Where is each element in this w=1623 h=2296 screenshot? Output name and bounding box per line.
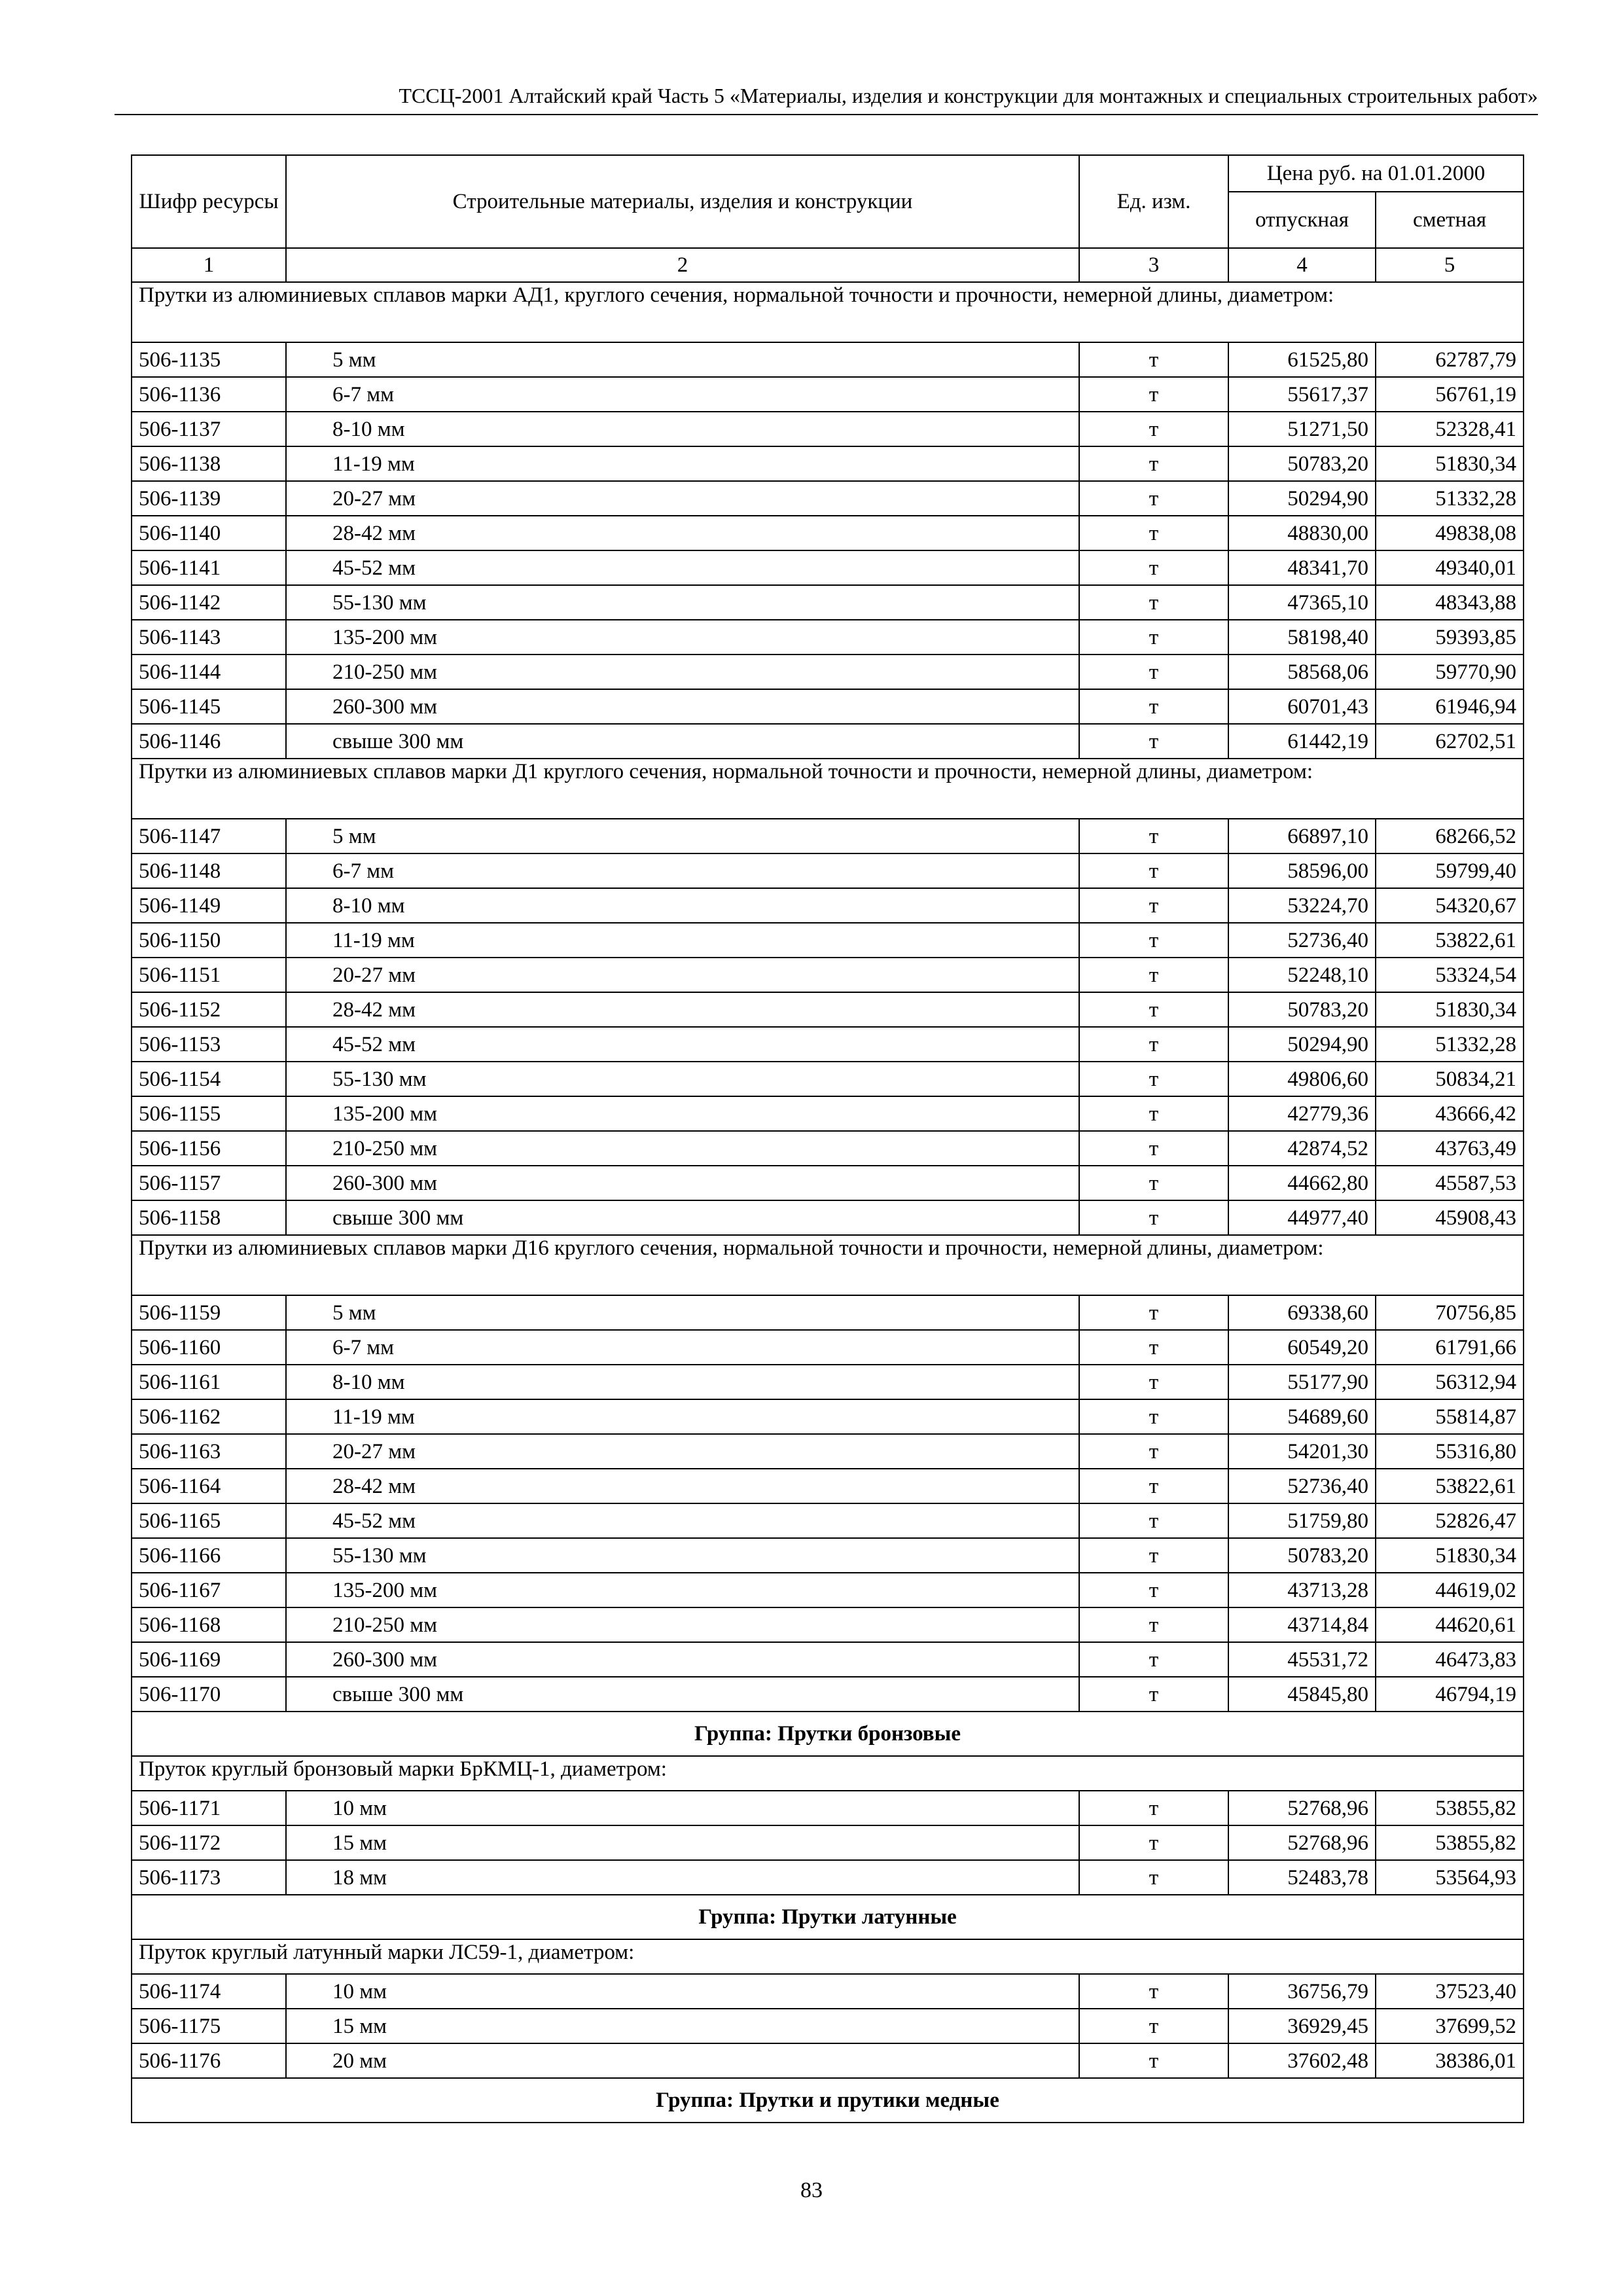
unit-of-measure: т xyxy=(1079,888,1228,923)
unit-of-measure: т xyxy=(1079,958,1228,992)
resource-code: 506-1144 xyxy=(132,655,286,689)
release-price: 58596,00 xyxy=(1228,853,1376,888)
unit-of-measure: т xyxy=(1079,1295,1228,1330)
release-price: 61525,80 xyxy=(1228,342,1376,377)
material-name: 55-130 мм xyxy=(286,585,1079,620)
table-row xyxy=(132,550,1524,585)
resource-code: 506-1176 xyxy=(132,2043,286,2078)
estimate-price: 61946,94 xyxy=(1376,689,1524,724)
estimate-price: 53822,61 xyxy=(1376,923,1524,958)
material-name: свыше 300 мм xyxy=(286,1200,1079,1235)
release-price: 53224,70 xyxy=(1228,888,1376,923)
release-price: 42874,52 xyxy=(1228,1131,1376,1166)
unit-of-measure: т xyxy=(1079,1677,1228,1712)
unit-of-measure: т xyxy=(1079,1860,1228,1895)
unit-of-measure: т xyxy=(1079,853,1228,888)
column-number-row xyxy=(132,248,1524,282)
material-name: 135-200 мм xyxy=(286,620,1079,655)
unit-of-measure: т xyxy=(1079,1062,1228,1096)
estimate-price: 70756,85 xyxy=(1376,1295,1524,1330)
resource-code: 506-1161 xyxy=(132,1365,286,1399)
release-price: 69338,60 xyxy=(1228,1295,1376,1330)
material-name: 28-42 мм xyxy=(286,1469,1079,1503)
release-price: 52736,40 xyxy=(1228,923,1376,958)
estimate-price: 46473,83 xyxy=(1376,1642,1524,1677)
table-row xyxy=(132,2009,1524,2043)
material-name: 8-10 мм xyxy=(286,1365,1079,1399)
table-row xyxy=(132,1607,1524,1642)
material-name: 45-52 мм xyxy=(286,550,1079,585)
material-name: 10 мм xyxy=(286,1791,1079,1825)
table-header-row xyxy=(132,155,1524,192)
running-header: ТССЦ-2001 Алтайский край Часть 5 «Материалы, изделия и конструкции для монтажных и специальных строительных работ» xyxy=(115,84,1538,115)
material-name: 210-250 мм xyxy=(286,655,1079,689)
material-name: 5 мм xyxy=(286,1295,1079,1330)
table-row xyxy=(132,1642,1524,1677)
column-number: 2 xyxy=(286,248,1079,282)
release-price: 55617,37 xyxy=(1228,377,1376,412)
estimate-price: 51332,28 xyxy=(1376,481,1524,516)
release-price: 45531,72 xyxy=(1228,1642,1376,1677)
estimate-price: 37699,52 xyxy=(1376,2009,1524,2043)
release-price: 60549,20 xyxy=(1228,1330,1376,1365)
unit-of-measure: т xyxy=(1079,481,1228,516)
table-row xyxy=(132,1434,1524,1469)
release-price: 36756,79 xyxy=(1228,1974,1376,2009)
release-price: 42779,36 xyxy=(1228,1096,1376,1131)
release-price: 44977,40 xyxy=(1228,1200,1376,1235)
estimate-price: 53855,82 xyxy=(1376,1825,1524,1860)
estimate-price: 49340,01 xyxy=(1376,550,1524,585)
estimate-price: 52328,41 xyxy=(1376,412,1524,446)
estimate-price: 55814,87 xyxy=(1376,1399,1524,1434)
unit-of-measure: т xyxy=(1079,1166,1228,1200)
resource-code: 506-1139 xyxy=(132,481,286,516)
section-heading-row xyxy=(132,1235,1524,1295)
resource-code: 506-1138 xyxy=(132,446,286,481)
unit-of-measure: т xyxy=(1079,655,1228,689)
resource-code: 506-1167 xyxy=(132,1573,286,1607)
table-row xyxy=(132,1295,1524,1330)
group-heading-row xyxy=(132,1712,1524,1756)
page-number: 83 xyxy=(800,2178,823,2202)
unit-of-measure: т xyxy=(1079,585,1228,620)
material-name: 20-27 мм xyxy=(286,481,1079,516)
estimate-price: 62702,51 xyxy=(1376,724,1524,759)
material-name: 55-130 мм xyxy=(286,1538,1079,1573)
estimate-price: 53822,61 xyxy=(1376,1469,1524,1503)
resource-code: 506-1135 xyxy=(132,342,286,377)
estimate-price: 61791,66 xyxy=(1376,1330,1524,1365)
material-name: 210-250 мм xyxy=(286,1607,1079,1642)
unit-of-measure: т xyxy=(1079,1200,1228,1235)
table-row xyxy=(132,689,1524,724)
material-name: 20 мм xyxy=(286,2043,1079,2078)
column-number: 5 xyxy=(1376,248,1524,282)
estimate-price: 44620,61 xyxy=(1376,1607,1524,1642)
material-name: 15 мм xyxy=(286,1825,1079,1860)
estimate-price: 46794,19 xyxy=(1376,1677,1524,1712)
material-name: 135-200 мм xyxy=(286,1573,1079,1607)
unit-of-measure: т xyxy=(1079,1974,1228,2009)
release-price: 54689,60 xyxy=(1228,1399,1376,1434)
resource-code: 506-1162 xyxy=(132,1399,286,1434)
release-price: 51271,50 xyxy=(1228,412,1376,446)
estimate-price: 45587,53 xyxy=(1376,1166,1524,1200)
section-heading-row xyxy=(132,759,1524,819)
table-row xyxy=(132,1062,1524,1096)
release-price: 43713,28 xyxy=(1228,1573,1376,1607)
table-row xyxy=(132,1503,1524,1538)
table-row xyxy=(132,620,1524,655)
material-name: 260-300 мм xyxy=(286,1642,1079,1677)
table-row xyxy=(132,1399,1524,1434)
unit-of-measure: т xyxy=(1079,819,1228,853)
table-row xyxy=(132,1791,1524,1825)
estimate-price: 53855,82 xyxy=(1376,1791,1524,1825)
unit-of-measure: т xyxy=(1079,1573,1228,1607)
material-name: 11-19 мм xyxy=(286,923,1079,958)
estimate-price: 37523,40 xyxy=(1376,1974,1524,2009)
resource-code: 506-1166 xyxy=(132,1538,286,1573)
column-header-unit: Ед. изм. xyxy=(1079,155,1228,248)
estimate-price: 49838,08 xyxy=(1376,516,1524,550)
material-name: 10 мм xyxy=(286,1974,1079,2009)
resource-code: 506-1140 xyxy=(132,516,286,550)
release-price: 50783,20 xyxy=(1228,1538,1376,1573)
estimate-price: 51830,34 xyxy=(1376,992,1524,1027)
section-description: Пруток круглый бронзовый марки БрКМЦ-1, диаметром: xyxy=(132,1756,1524,1791)
unit-of-measure: т xyxy=(1079,516,1228,550)
material-name: 8-10 мм xyxy=(286,412,1079,446)
table-row xyxy=(132,1027,1524,1062)
resource-code: 506-1147 xyxy=(132,819,286,853)
table-row xyxy=(132,655,1524,689)
estimate-price: 68266,52 xyxy=(1376,819,1524,853)
estimate-price: 56761,19 xyxy=(1376,377,1524,412)
resource-code: 506-1154 xyxy=(132,1062,286,1096)
unit-of-measure: т xyxy=(1079,724,1228,759)
release-price: 52768,96 xyxy=(1228,1825,1376,1860)
unit-of-measure: т xyxy=(1079,620,1228,655)
column-number: 3 xyxy=(1079,248,1228,282)
release-price: 37602,48 xyxy=(1228,2043,1376,2078)
material-name: 6-7 мм xyxy=(286,377,1079,412)
release-price: 52768,96 xyxy=(1228,1791,1376,1825)
table-row xyxy=(132,1365,1524,1399)
section-heading-row xyxy=(132,1756,1524,1791)
unit-of-measure: т xyxy=(1079,1791,1228,1825)
resource-code: 506-1141 xyxy=(132,550,286,585)
material-name: свыше 300 мм xyxy=(286,1677,1079,1712)
table-row xyxy=(132,446,1524,481)
unit-of-measure: т xyxy=(1079,1027,1228,1062)
table-row xyxy=(132,1131,1524,1166)
release-price: 51759,80 xyxy=(1228,1503,1376,1538)
resource-code: 506-1164 xyxy=(132,1469,286,1503)
estimate-price: 51332,28 xyxy=(1376,1027,1524,1062)
unit-of-measure: т xyxy=(1079,1399,1228,1434)
release-price: 54201,30 xyxy=(1228,1434,1376,1469)
table-row xyxy=(132,923,1524,958)
table-row xyxy=(132,992,1524,1027)
release-price: 36929,45 xyxy=(1228,2009,1376,2043)
section-description: Прутки из алюминиевых сплавов марки Д16 круглого сечения, нормальной точности и прочности, немерной длины, диаметром: xyxy=(132,1235,1524,1295)
section-description: Прутки из алюминиевых сплавов марки АД1, круглого сечения, нормальной точности и прочности, немерной длины, диаметром: xyxy=(132,282,1524,342)
estimate-price: 56312,94 xyxy=(1376,1365,1524,1399)
release-price: 60701,43 xyxy=(1228,689,1376,724)
table-row xyxy=(132,1825,1524,1860)
release-price: 48341,70 xyxy=(1228,550,1376,585)
release-price: 52736,40 xyxy=(1228,1469,1376,1503)
unit-of-measure: т xyxy=(1079,1434,1228,1469)
material-name: 135-200 мм xyxy=(286,1096,1079,1131)
table-row xyxy=(132,888,1524,923)
resource-code: 506-1148 xyxy=(132,853,286,888)
unit-of-measure: т xyxy=(1079,1642,1228,1677)
material-name: 15 мм xyxy=(286,2009,1079,2043)
table-row xyxy=(132,1469,1524,1503)
group-title: Группа: Прутки латунные xyxy=(132,1895,1524,1939)
estimate-price: 43763,49 xyxy=(1376,1131,1524,1166)
estimate-price: 59799,40 xyxy=(1376,853,1524,888)
table-row xyxy=(132,724,1524,759)
group-title: Группа: Прутки и прутики медные xyxy=(132,2078,1524,2123)
table-row xyxy=(132,1677,1524,1712)
material-name: 6-7 мм xyxy=(286,1330,1079,1365)
estimate-price: 53324,54 xyxy=(1376,958,1524,992)
resource-code: 506-1170 xyxy=(132,1677,286,1712)
material-name: 11-19 мм xyxy=(286,446,1079,481)
release-price: 61442,19 xyxy=(1228,724,1376,759)
unit-of-measure: т xyxy=(1079,1538,1228,1573)
release-price: 58568,06 xyxy=(1228,655,1376,689)
unit-of-measure: т xyxy=(1079,377,1228,412)
material-name: 18 мм xyxy=(286,1860,1079,1895)
material-name: 55-130 мм xyxy=(286,1062,1079,1096)
resource-code: 506-1172 xyxy=(132,1825,286,1860)
resource-code: 506-1155 xyxy=(132,1096,286,1131)
release-price: 58198,40 xyxy=(1228,620,1376,655)
unit-of-measure: т xyxy=(1079,992,1228,1027)
material-name: 11-19 мм xyxy=(286,1399,1079,1434)
release-price: 44662,80 xyxy=(1228,1166,1376,1200)
resource-code: 506-1171 xyxy=(132,1791,286,1825)
material-name: 20-27 мм xyxy=(286,958,1079,992)
material-name: 210-250 мм xyxy=(286,1131,1079,1166)
resource-code: 506-1151 xyxy=(132,958,286,992)
resource-code: 506-1137 xyxy=(132,412,286,446)
unit-of-measure: т xyxy=(1079,923,1228,958)
table-row xyxy=(132,342,1524,377)
column-header-estimate: сметная xyxy=(1376,192,1524,248)
resource-code: 506-1145 xyxy=(132,689,286,724)
material-name: 260-300 мм xyxy=(286,689,1079,724)
table-row xyxy=(132,2043,1524,2078)
table-row xyxy=(132,412,1524,446)
table-row xyxy=(132,1538,1524,1573)
resource-code: 506-1173 xyxy=(132,1860,286,1895)
table-row xyxy=(132,819,1524,853)
material-name: 8-10 мм xyxy=(286,888,1079,923)
material-name: 6-7 мм xyxy=(286,853,1079,888)
resource-code: 506-1157 xyxy=(132,1166,286,1200)
group-title: Группа: Прутки бронзовые xyxy=(132,1712,1524,1756)
estimate-price: 52826,47 xyxy=(1376,1503,1524,1538)
estimate-price: 45908,43 xyxy=(1376,1200,1524,1235)
column-number: 4 xyxy=(1228,248,1376,282)
estimate-price: 51830,34 xyxy=(1376,1538,1524,1573)
resource-code: 506-1136 xyxy=(132,377,286,412)
release-price: 55177,90 xyxy=(1228,1365,1376,1399)
column-number: 1 xyxy=(132,248,286,282)
resource-code: 506-1143 xyxy=(132,620,286,655)
resource-code: 506-1168 xyxy=(132,1607,286,1642)
table-row xyxy=(132,1166,1524,1200)
resource-code: 506-1158 xyxy=(132,1200,286,1235)
estimate-price: 51830,34 xyxy=(1376,446,1524,481)
unit-of-measure: т xyxy=(1079,1825,1228,1860)
material-name: 45-52 мм xyxy=(286,1027,1079,1062)
table-row xyxy=(132,1974,1524,2009)
table-row xyxy=(132,958,1524,992)
table-row xyxy=(132,853,1524,888)
resource-code: 506-1142 xyxy=(132,585,286,620)
release-price: 47365,10 xyxy=(1228,585,1376,620)
release-price: 52483,78 xyxy=(1228,1860,1376,1895)
group-heading-row xyxy=(132,1895,1524,1939)
resource-code: 506-1175 xyxy=(132,2009,286,2043)
release-price: 66897,10 xyxy=(1228,819,1376,853)
unit-of-measure: т xyxy=(1079,1503,1228,1538)
estimate-price: 53564,93 xyxy=(1376,1860,1524,1895)
column-header-price: Цена руб. на 01.01.2000 xyxy=(1228,155,1524,192)
unit-of-measure: т xyxy=(1079,1096,1228,1131)
section-description: Прутки из алюминиевых сплавов марки Д1 круглого сечения, нормальной точности и прочности, немерной длины, диаметром: xyxy=(132,759,1524,819)
material-name: свыше 300 мм xyxy=(286,724,1079,759)
resource-code: 506-1159 xyxy=(132,1295,286,1330)
unit-of-measure: т xyxy=(1079,1607,1228,1642)
release-price: 50783,20 xyxy=(1228,446,1376,481)
table-row xyxy=(132,1096,1524,1131)
material-name: 45-52 мм xyxy=(286,1503,1079,1538)
estimate-price: 54320,67 xyxy=(1376,888,1524,923)
release-price: 48830,00 xyxy=(1228,516,1376,550)
estimate-price: 59770,90 xyxy=(1376,655,1524,689)
estimate-price: 43666,42 xyxy=(1376,1096,1524,1131)
unit-of-measure: т xyxy=(1079,2009,1228,2043)
price-table xyxy=(131,154,1524,2123)
unit-of-measure: т xyxy=(1079,412,1228,446)
material-name: 28-42 мм xyxy=(286,516,1079,550)
unit-of-measure: т xyxy=(1079,1365,1228,1399)
group-heading-row xyxy=(132,2078,1524,2123)
estimate-price: 50834,21 xyxy=(1376,1062,1524,1096)
section-heading-row xyxy=(132,1939,1524,1974)
unit-of-measure: т xyxy=(1079,446,1228,481)
resource-code: 506-1150 xyxy=(132,923,286,958)
material-name: 20-27 мм xyxy=(286,1434,1079,1469)
release-price: 43714,84 xyxy=(1228,1607,1376,1642)
table-row xyxy=(132,1860,1524,1895)
estimate-price: 48343,88 xyxy=(1376,585,1524,620)
table-row xyxy=(132,1200,1524,1235)
estimate-price: 44619,02 xyxy=(1376,1573,1524,1607)
table-row xyxy=(132,1330,1524,1365)
estimate-price: 38386,01 xyxy=(1376,2043,1524,2078)
estimate-price: 62787,79 xyxy=(1376,342,1524,377)
unit-of-measure: т xyxy=(1079,550,1228,585)
unit-of-measure: т xyxy=(1079,1131,1228,1166)
material-name: 28-42 мм xyxy=(286,992,1079,1027)
unit-of-measure: т xyxy=(1079,1330,1228,1365)
unit-of-measure: т xyxy=(1079,689,1228,724)
resource-code: 506-1169 xyxy=(132,1642,286,1677)
release-price: 50783,20 xyxy=(1228,992,1376,1027)
estimate-price: 59393,85 xyxy=(1376,620,1524,655)
release-price: 52248,10 xyxy=(1228,958,1376,992)
release-price: 49806,60 xyxy=(1228,1062,1376,1096)
release-price: 45845,80 xyxy=(1228,1677,1376,1712)
resource-code: 506-1160 xyxy=(132,1330,286,1365)
column-header-release: отпускная xyxy=(1228,192,1376,248)
resource-code: 506-1156 xyxy=(132,1131,286,1166)
column-header-name: Строительные материалы, изделия и конструкции xyxy=(286,155,1079,248)
material-name: 5 мм xyxy=(286,342,1079,377)
unit-of-measure: т xyxy=(1079,1469,1228,1503)
material-name: 5 мм xyxy=(286,819,1079,853)
table-row xyxy=(132,1573,1524,1607)
table-row xyxy=(132,481,1524,516)
unit-of-measure: т xyxy=(1079,2043,1228,2078)
release-price: 50294,90 xyxy=(1228,1027,1376,1062)
resource-code: 506-1153 xyxy=(132,1027,286,1062)
table-row xyxy=(132,377,1524,412)
release-price: 50294,90 xyxy=(1228,481,1376,516)
resource-code: 506-1152 xyxy=(132,992,286,1027)
resource-code: 506-1149 xyxy=(132,888,286,923)
resource-code: 506-1174 xyxy=(132,1974,286,2009)
section-heading-row xyxy=(132,282,1524,342)
resource-code: 506-1165 xyxy=(132,1503,286,1538)
resource-code: 506-1146 xyxy=(132,724,286,759)
resource-code: 506-1163 xyxy=(132,1434,286,1469)
estimate-price: 55316,80 xyxy=(1376,1434,1524,1469)
table-row xyxy=(132,585,1524,620)
unit-of-measure: т xyxy=(1079,342,1228,377)
section-description: Пруток круглый латунный марки ЛС59-1, диаметром: xyxy=(132,1939,1524,1974)
column-header-code: Шифр ресурсы xyxy=(132,155,286,248)
material-name: 260-300 мм xyxy=(286,1166,1079,1200)
table-row xyxy=(132,516,1524,550)
